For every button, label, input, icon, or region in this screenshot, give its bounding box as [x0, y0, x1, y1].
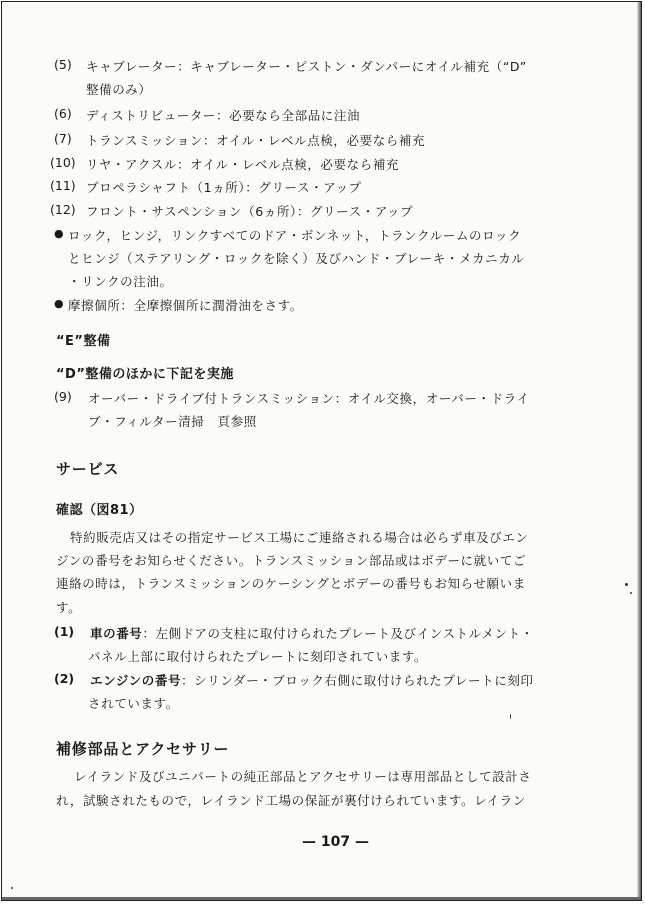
item-text: オーバー・ドライブ付トランスミッション：オイル交換，オーバー・ドライ — [88, 391, 530, 406]
confirm-subheading: 確認（図81） — [56, 503, 143, 518]
item-number: (5) — [54, 57, 72, 72]
bullet-icon: ● — [54, 297, 64, 310]
bullet-text: ロック，ヒンジ，リンクすべてのドア・ボンネット，トランクルームのロック — [68, 228, 522, 243]
paragraph-line: 連絡の時は，トランスミッションのケーシングとボデーの番号もお知らせ願いま — [56, 576, 526, 591]
item-number: (2) — [54, 671, 75, 686]
paragraph-line: 特約販売店又はその指定サービス工場にご連絡される場合は必らず車及びエン — [70, 530, 529, 545]
item-text: プロペラシャフト（1ヵ所）：グリース・アップ — [86, 180, 362, 195]
item-text: 車の番号：左側ドアの支柱に取付けられたプレート及びインストルメント・ — [90, 626, 534, 641]
scan-speck — [625, 583, 628, 586]
parts-heading: 補修部品とアクセサリー — [56, 740, 230, 758]
bullet-text: 摩擦個所：全摩擦個所に潤滑油をさす。 — [68, 298, 303, 313]
bullet-icon: ● — [54, 227, 64, 240]
section-e-title: “E”整備 — [56, 334, 111, 349]
item-text: トランスミッション：オイル・レベル点検，必要なら補充 — [86, 133, 426, 148]
item-text: エンジンの番号：シリンダー・ブロック右側に取付けられたプレートに刻印 — [90, 673, 534, 688]
item-number: (1) — [54, 624, 75, 639]
service-heading: サービス — [56, 460, 120, 478]
item-text: パネル上部に取付けられたプレートに刻印されています。 — [88, 649, 428, 664]
item-text: 整備のみ） — [86, 82, 152, 97]
page-edge-shadow — [637, 2, 641, 900]
car-number-label: 車の番号 — [90, 626, 143, 641]
engine-number-label: エンジンの番号 — [90, 673, 182, 688]
item-text: キャブレーター：キャブレーター・ピストン・ダンパーにオイル補充（“D” — [86, 59, 527, 74]
bullet-text: とヒンジ（ステアリング・ロックを除く）及びハンド・ブレーキ・メカニカル — [68, 251, 525, 266]
item-number: (11) — [50, 178, 76, 193]
item-text: リヤ・アクスル：オイル・レベル点検，必要なら補充 — [86, 157, 400, 172]
item-number: (12) — [50, 202, 76, 217]
paragraph-line: レイランド及びユニパートの純正部品とアクセサリーは専用部品として設計さ — [74, 769, 532, 784]
page-edge-bottom — [2, 897, 641, 900]
scan-speck — [510, 714, 511, 719]
item-number: (6) — [54, 106, 72, 121]
scan-speck — [11, 887, 13, 889]
item-number: (7) — [54, 131, 72, 146]
item-number: (9) — [54, 389, 72, 404]
item-number: (10) — [50, 155, 76, 170]
paragraph-line: れ，試験されたもので，レイランド工場の保証が裏付けられています。レイラン — [56, 793, 526, 808]
scan-speck — [630, 592, 632, 594]
paragraph-line: ジンの番号をお知らせください。トランスミッション部品或はボデーに就いてご — [56, 553, 527, 568]
item-text: ディストリビューター：必要なら全部品に注油 — [86, 108, 361, 123]
item-text: フロント・サスペンション（6ヵ所）：グリース・アップ — [86, 204, 414, 219]
item-text: されています。 — [88, 696, 179, 711]
page-number: — 107 — — [302, 834, 369, 850]
section-e-subtitle: “D”整備のほかに下記を実施 — [56, 367, 234, 382]
bullet-text: ・リンクの注油。 — [68, 274, 173, 289]
paragraph-line: す。 — [56, 600, 82, 615]
document-page — [1, 1, 642, 901]
item-text: ブ・フィルター清掃 頁参照 — [88, 414, 257, 429]
